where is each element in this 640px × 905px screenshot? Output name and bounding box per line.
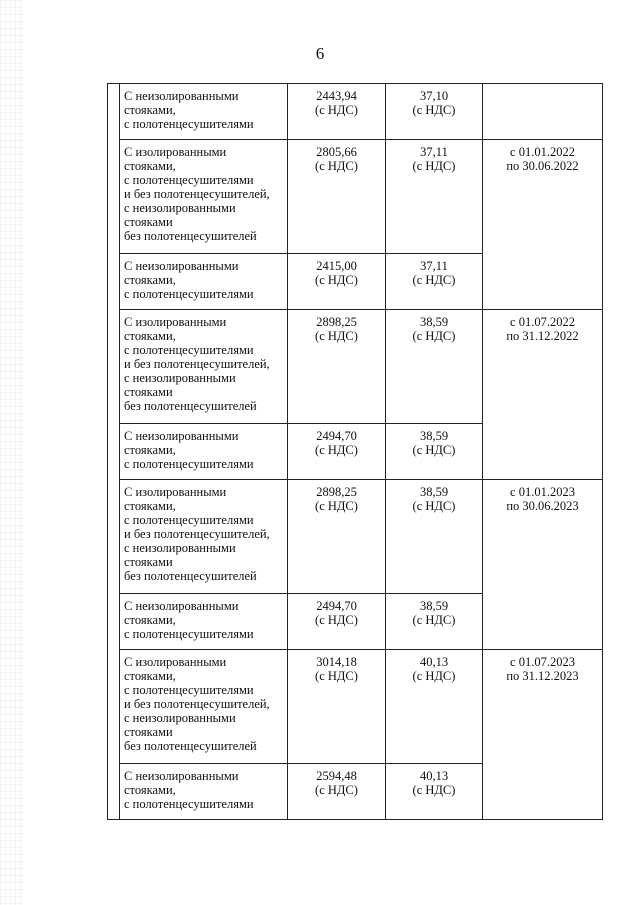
row-price: 2494,70 (с НДС) (288, 594, 386, 650)
row-rate: 37,10 (с НДС) (386, 84, 483, 140)
row-rate: 38,59 (с НДС) (386, 480, 483, 594)
row-description: С неизолированными стояками, с полотенцесушителями (120, 84, 288, 140)
row-price: 3014,18 (с НДС) (288, 650, 386, 764)
table-row (108, 480, 603, 594)
row-description: С изолированными стояками, с полотенцесушителями и без полотенцесушителей, с неизолированными стояками без полотенцесушителей (120, 310, 288, 424)
row-period-empty (483, 84, 603, 140)
tariff-table (107, 83, 603, 820)
row-price: 2594,48 (с НДС) (288, 764, 386, 820)
page-number: 6 (315, 44, 325, 63)
period-cell: с 01.07.2022 по 31.12.2022 (483, 310, 603, 480)
row-rate: 38,59 (с НДС) (386, 310, 483, 424)
table-row (108, 650, 603, 764)
scan-edge-artifact (0, 0, 22, 905)
period-cell: с 01.01.2023 по 30.06.2023 (483, 480, 603, 650)
row-rate: 37,11 (с НДС) (386, 254, 483, 310)
row-description: С изолированными стояками, с полотенцесушителями и без полотенцесушителей, с неизолированными стояками без полотенцесушителей (120, 650, 288, 764)
row-rate: 40,13 (с НДС) (386, 764, 483, 820)
row-price: 2898,25 (с НДС) (288, 310, 386, 424)
row-rate: 37,11 (с НДС) (386, 140, 483, 254)
row-description: С неизолированными стояками, с полотенцесушителями (120, 424, 288, 480)
table-row (108, 310, 603, 424)
table-row (108, 84, 603, 140)
row-description: С неизолированными стояками, с полотенцесушителями (120, 254, 288, 310)
row-price: 2494,70 (с НДС) (288, 424, 386, 480)
row-rate: 38,59 (с НДС) (386, 424, 483, 480)
row-description: С неизолированными стояками, с полотенцесушителями (120, 764, 288, 820)
row-price: 2443,94 (с НДС) (288, 84, 386, 140)
row-rate: 40,13 (с НДС) (386, 650, 483, 764)
row-description: С изолированными стояками, с полотенцесушителями и без полотенцесушителей, с неизолированными стояками без полотенцесушителей (120, 480, 288, 594)
period-cell: с 01.01.2022 по 30.06.2022 (483, 140, 603, 310)
table-row (108, 140, 603, 254)
row-rate: 38,59 (с НДС) (386, 594, 483, 650)
row-price: 2415,00 (с НДС) (288, 254, 386, 310)
row-price: 2898,25 (с НДС) (288, 480, 386, 594)
merged-left-column (108, 84, 120, 820)
period-cell: с 01.07.2023 по 31.12.2023 (483, 650, 603, 820)
row-description: С изолированными стояками, с полотенцесушителями и без полотенцесушителей, с неизолированными стояками без полотенцесушителей (120, 140, 288, 254)
row-price: 2805,66 (с НДС) (288, 140, 386, 254)
row-description: С неизолированными стояками, с полотенцесушителями (120, 594, 288, 650)
